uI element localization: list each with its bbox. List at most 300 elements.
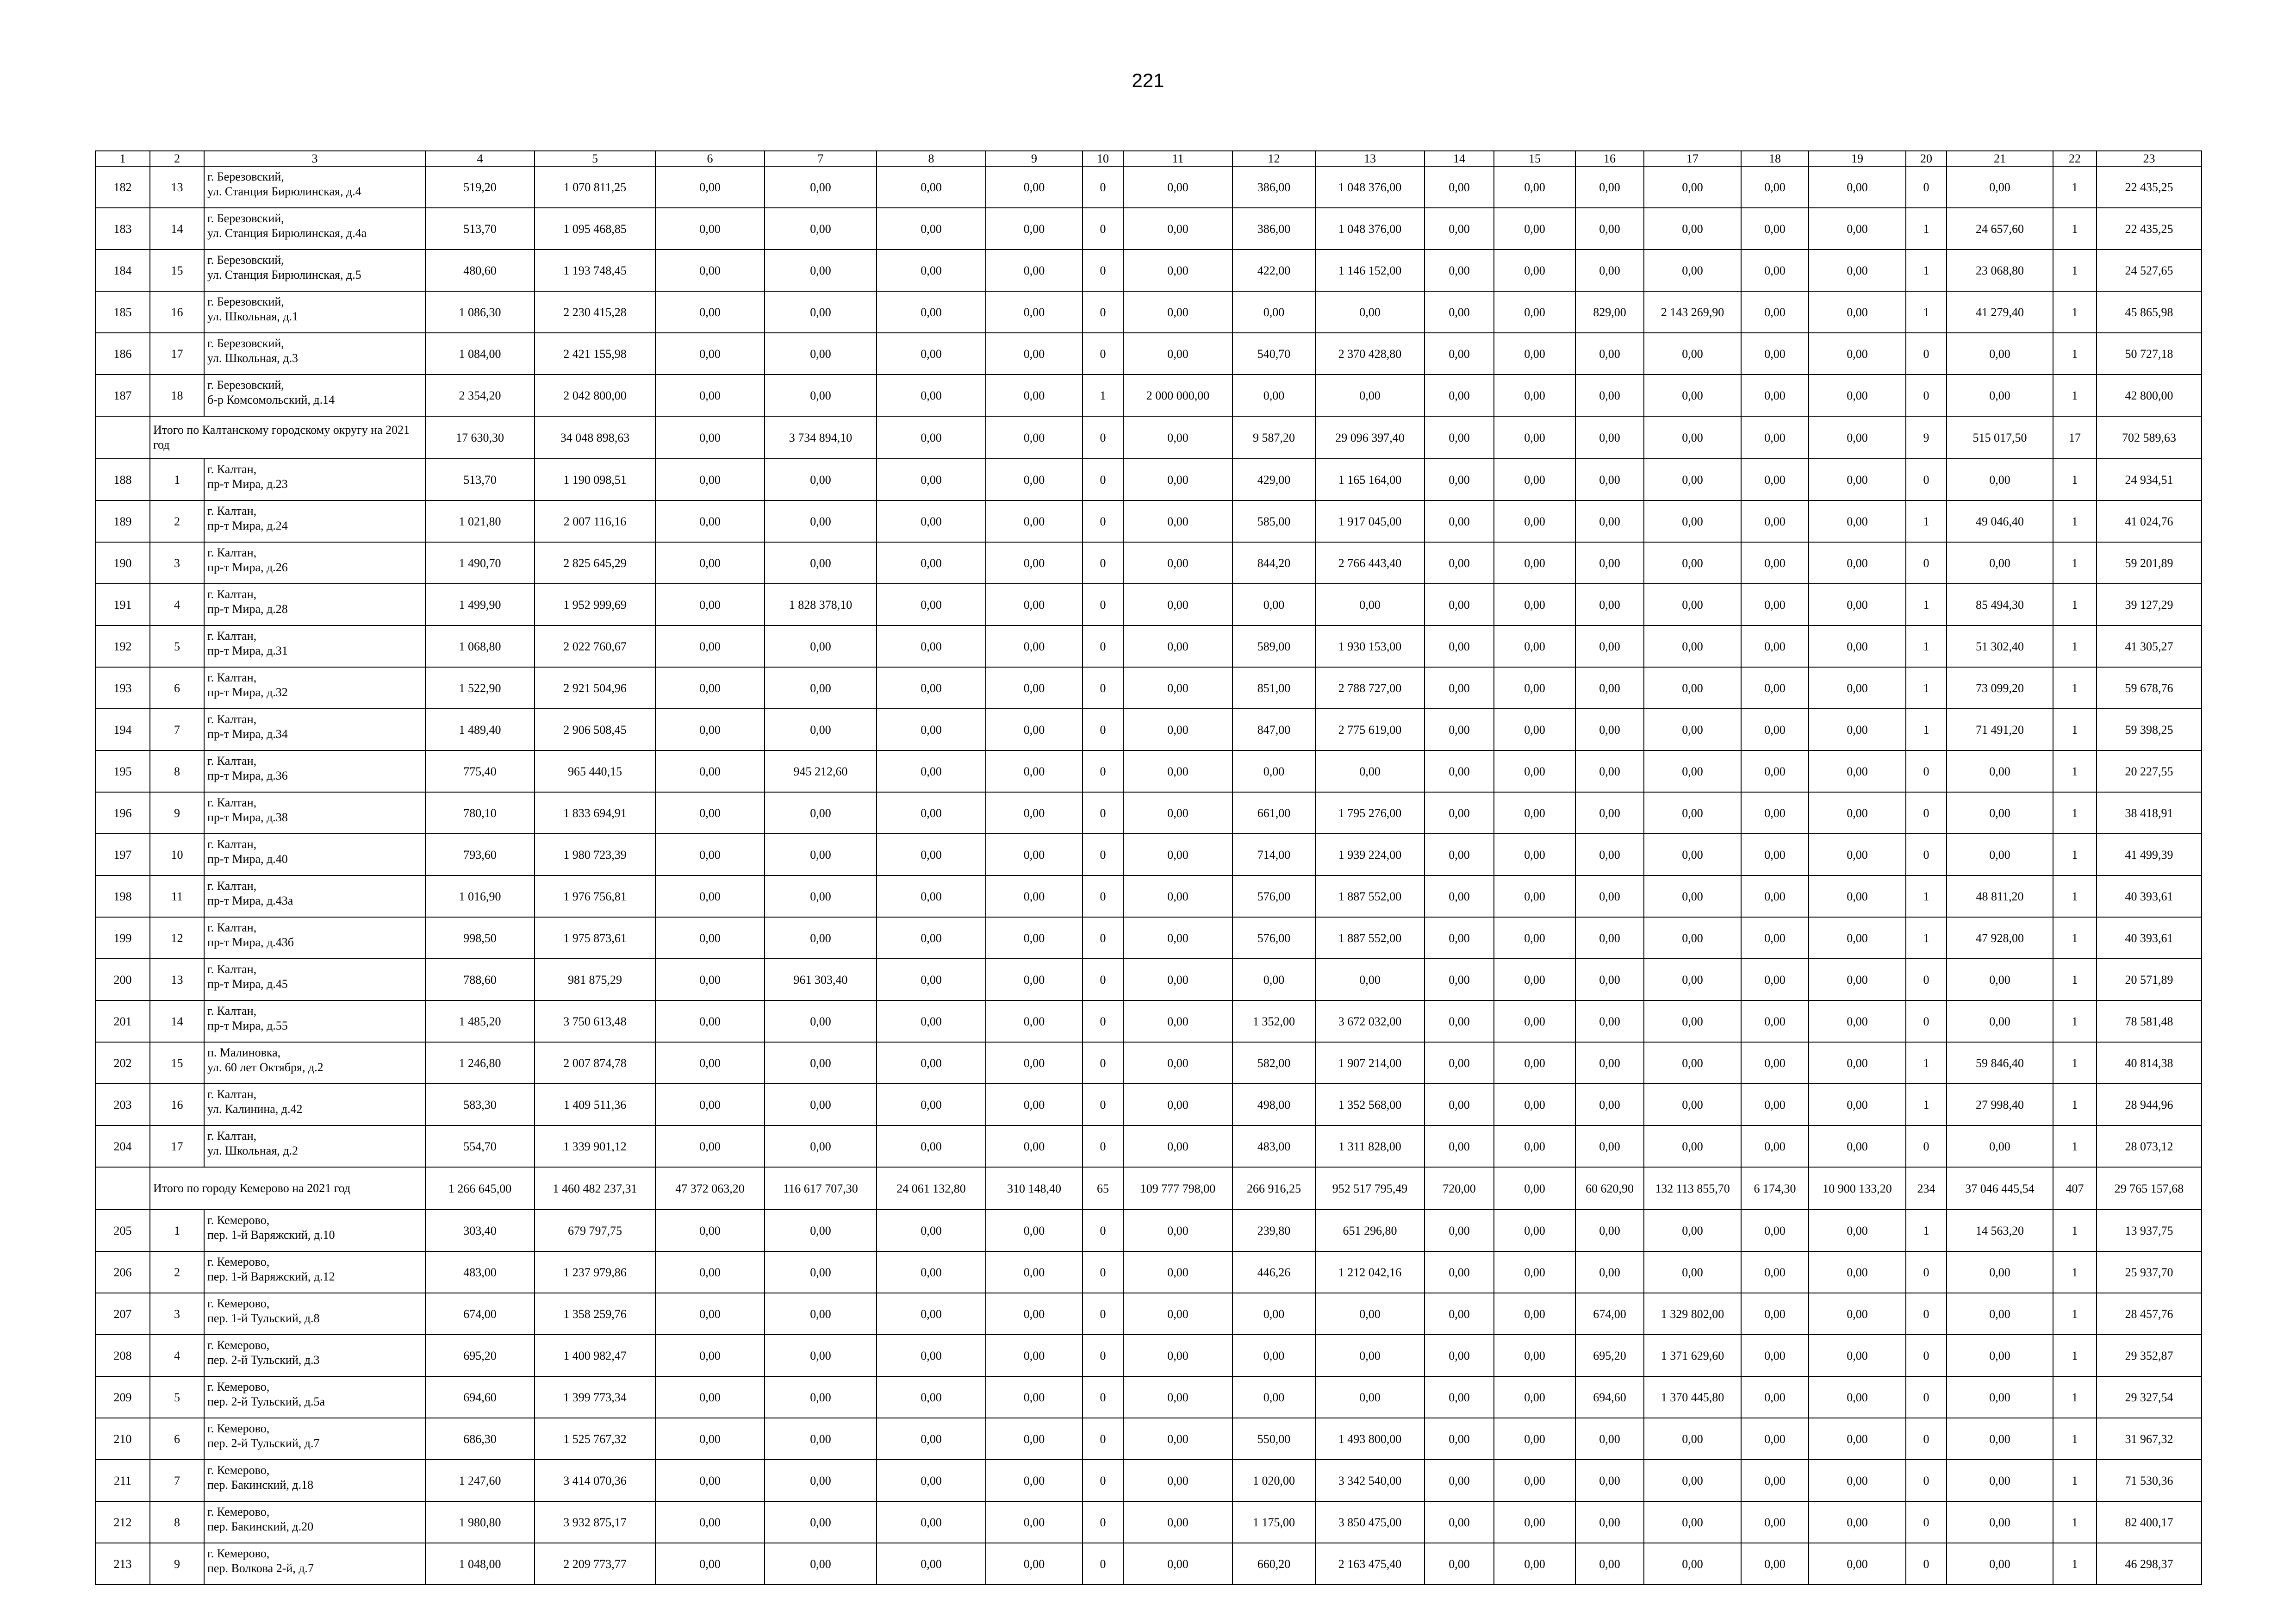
address-cell	[204, 1335, 425, 1376]
value-cell: 73 099,20	[1947, 667, 2053, 709]
row-subnumber: 2	[150, 500, 204, 542]
value-cell: 47 928,00	[1947, 917, 2053, 959]
value-cell: 1 048 376,00	[1315, 166, 1425, 208]
value-cell: 0	[1906, 1251, 1947, 1293]
address-line: г. Калтан,	[207, 462, 257, 476]
value-cell: 0,00	[655, 500, 765, 542]
value-cell: 0,00	[1741, 1210, 1809, 1251]
value-cell: 0,00	[986, 667, 1083, 709]
value-cell: 0,00	[1123, 542, 1232, 584]
value-cell: 446,26	[1232, 1251, 1315, 1293]
value-cell: 116 617 707,30	[765, 1167, 877, 1210]
value-cell: 0,00	[1425, 1543, 1494, 1585]
address-line: г. Калтан,	[207, 671, 257, 684]
value-cell: 0,00	[1425, 459, 1494, 500]
value-cell: 1	[2053, 1376, 2097, 1418]
value-cell: 0,00	[1741, 1501, 1809, 1543]
value-cell: 483,00	[1232, 1125, 1315, 1167]
value-cell: 0,00	[1425, 1376, 1494, 1418]
value-cell: 0,00	[1494, 1460, 1575, 1501]
value-cell: 0,00	[1575, 542, 1644, 584]
value-cell: 0,00	[1575, 1460, 1644, 1501]
value-cell: 0	[1083, 1460, 1123, 1501]
row-subnumber: 5	[150, 625, 204, 667]
value-cell: 1	[2053, 1084, 2097, 1125]
value-cell: 0,00	[1741, 1293, 1809, 1335]
value-cell: 0,00	[1494, 291, 1575, 333]
address-cell	[204, 375, 425, 416]
value-cell: 0,00	[1123, 1418, 1232, 1460]
value-cell: 0,00	[1809, 375, 1906, 416]
row-number: 205	[95, 1210, 150, 1251]
value-cell: 65	[1083, 1167, 1123, 1210]
value-cell: 0,00	[1947, 792, 2053, 834]
address-line: пр-т Мира, д.55	[207, 1019, 288, 1032]
address-line: г. Калтан,	[207, 712, 257, 726]
address-line: ул. Станция Бирюлинская, д.5	[207, 268, 361, 281]
address-line: г. Калтан,	[207, 962, 257, 976]
row-subnumber: 4	[150, 584, 204, 625]
value-cell: 0,00	[986, 542, 1083, 584]
address-cell	[204, 1418, 425, 1460]
value-cell: 0,00	[1315, 959, 1425, 1000]
value-cell: 1 329 802,00	[1644, 1293, 1741, 1335]
value-cell: 0	[1083, 1418, 1123, 1460]
value-cell: 686,30	[425, 1418, 535, 1460]
value-cell: 71 491,20	[1947, 709, 2053, 750]
value-cell: 0,00	[1123, 500, 1232, 542]
value-cell: 0,00	[1425, 1210, 1494, 1251]
value-cell: 0,00	[1947, 1125, 2053, 1167]
address-cell	[204, 500, 425, 542]
table-row	[95, 625, 2202, 667]
value-cell: 0,00	[655, 792, 765, 834]
value-cell: 0,00	[1425, 1460, 1494, 1501]
value-cell: 0,00	[1947, 834, 2053, 875]
table-row	[95, 1335, 2202, 1376]
value-cell: 0,00	[1809, 166, 1906, 208]
address-cell	[204, 166, 425, 208]
address-cell	[204, 333, 425, 375]
value-cell: 0,00	[1494, 1167, 1575, 1210]
value-cell: 0	[1906, 1418, 1947, 1460]
value-cell: 0,00	[877, 1210, 986, 1251]
value-cell: 0,00	[1123, 1293, 1232, 1335]
value-cell: 0,00	[1232, 375, 1315, 416]
value-cell: 41 024,76	[2097, 500, 2202, 542]
value-cell: 0,00	[1947, 750, 2053, 792]
row-subnumber: 9	[150, 792, 204, 834]
value-cell: 59 678,76	[2097, 667, 2202, 709]
row-number: 195	[95, 750, 150, 792]
value-cell: 0,00	[655, 875, 765, 917]
value-cell: 0	[1083, 750, 1123, 792]
address-line: г. Калтан,	[207, 1129, 257, 1143]
value-cell: 3 750 613,48	[535, 1000, 655, 1042]
value-cell: 0,00	[655, 917, 765, 959]
value-cell: 310 148,40	[986, 1167, 1083, 1210]
value-cell: 0,00	[1232, 1376, 1315, 1418]
value-cell: 0,00	[1741, 459, 1809, 500]
value-cell: 0,00	[1425, 792, 1494, 834]
value-cell: 0,00	[1575, 166, 1644, 208]
value-cell: 0,00	[1644, 959, 1741, 1000]
value-cell: 0,00	[1425, 416, 1494, 459]
value-cell: 0	[1083, 1000, 1123, 1042]
value-cell: 0,00	[986, 625, 1083, 667]
value-cell: 0,00	[1809, 1418, 1906, 1460]
row-number: 210	[95, 1418, 150, 1460]
address-line: ул. 60 лет Октября, д.2	[207, 1061, 324, 1074]
value-cell: 1	[2053, 792, 2097, 834]
value-cell: 0	[1083, 709, 1123, 750]
value-cell: 1	[1906, 250, 1947, 291]
value-cell: 386,00	[1232, 166, 1315, 208]
value-cell: 714,00	[1232, 834, 1315, 875]
address-line: п. Малиновка,	[207, 1046, 281, 1059]
value-cell: 1 489,40	[425, 709, 535, 750]
value-cell: 1 352 568,00	[1315, 1084, 1425, 1125]
value-cell: 29 765 157,68	[2097, 1167, 2202, 1210]
value-cell: 0,00	[1644, 1042, 1741, 1084]
value-cell: 0,00	[986, 1418, 1083, 1460]
value-cell: 0,00	[877, 1042, 986, 1084]
row-subnumber: 14	[150, 208, 204, 250]
value-cell: 1	[2053, 834, 2097, 875]
row-number: 211	[95, 1460, 150, 1501]
total-label: Итого по городу Кемерово на 2021 год	[150, 1167, 425, 1210]
address-line: г. Кемерово,	[207, 1505, 270, 1518]
address-line: пер. 2-й Тульский, д.7	[207, 1437, 320, 1450]
value-cell: 1	[2053, 1335, 2097, 1376]
address-line: пр-т Мира, д.28	[207, 602, 288, 616]
value-cell: 0,00	[765, 1125, 877, 1167]
address-cell	[204, 291, 425, 333]
address-line: пр-т Мира, д.40	[207, 852, 288, 866]
address-line: г. Кемерово,	[207, 1213, 270, 1227]
row-subnumber: 15	[150, 1042, 204, 1084]
column-number: 15	[1494, 151, 1575, 166]
value-cell: 1 930 153,00	[1315, 625, 1425, 667]
row-subnumber: 2	[150, 1251, 204, 1293]
value-cell: 583,30	[425, 1084, 535, 1125]
table-row	[95, 500, 2202, 542]
address-line: пер. Волкова 2-й, д.7	[207, 1562, 314, 1575]
value-cell: 0,00	[1494, 208, 1575, 250]
value-cell: 2 354,20	[425, 375, 535, 416]
value-cell: 1	[2053, 1501, 2097, 1543]
value-cell: 10 900 133,20	[1809, 1167, 1906, 1210]
value-cell: 234	[1906, 1167, 1947, 1210]
address-line: г. Калтан,	[207, 796, 257, 809]
value-cell: 0,00	[1123, 333, 1232, 375]
value-cell: 0,00	[1575, 1501, 1644, 1543]
value-cell: 0,00	[986, 1376, 1083, 1418]
row-subnumber: 11	[150, 875, 204, 917]
row-number: 184	[95, 250, 150, 291]
value-cell: 0,00	[1315, 584, 1425, 625]
value-cell: 0,00	[655, 1460, 765, 1501]
value-cell: 0,00	[877, 875, 986, 917]
value-cell: 0,00	[655, 584, 765, 625]
value-cell: 1 193 748,45	[535, 250, 655, 291]
value-cell: 0,00	[765, 1210, 877, 1251]
value-cell: 0,00	[1123, 1460, 1232, 1501]
value-cell: 0	[1083, 208, 1123, 250]
value-cell: 0,00	[1809, 1460, 1906, 1501]
table-row	[95, 959, 2202, 1000]
value-cell: 0,00	[1644, 1501, 1741, 1543]
address-line: пр-т Мира, д.23	[207, 477, 288, 491]
value-cell: 2 370 428,80	[1315, 333, 1425, 375]
value-cell: 0,00	[1741, 333, 1809, 375]
value-cell: 1	[1906, 875, 1947, 917]
value-cell: 0,00	[1809, 250, 1906, 291]
value-cell: 2 007 874,78	[535, 1042, 655, 1084]
address-cell	[204, 459, 425, 500]
value-cell: 0,00	[986, 459, 1083, 500]
value-cell: 0,00	[986, 250, 1083, 291]
value-cell: 0	[1083, 416, 1123, 459]
value-cell: 1	[2053, 1543, 2097, 1585]
value-cell: 576,00	[1232, 917, 1315, 959]
value-cell: 24 934,51	[2097, 459, 2202, 500]
value-cell: 60 620,90	[1575, 1167, 1644, 1210]
value-cell: 0,00	[1232, 750, 1315, 792]
value-cell: 0,00	[1425, 875, 1494, 917]
value-cell: 0	[1083, 1251, 1123, 1293]
value-cell: 0,00	[986, 416, 1083, 459]
row-number: 198	[95, 875, 150, 917]
value-cell: 1 887 552,00	[1315, 917, 1425, 959]
value-cell: 0,00	[877, 1293, 986, 1335]
value-cell: 45 865,98	[2097, 291, 2202, 333]
value-cell: 1	[2053, 250, 2097, 291]
value-cell: 0,00	[765, 792, 877, 834]
address-line: г. Калтан,	[207, 879, 257, 893]
value-cell: 40 393,61	[2097, 875, 2202, 917]
value-cell: 78 581,48	[2097, 1000, 2202, 1042]
value-cell: 0,00	[1123, 1335, 1232, 1376]
value-cell: 0,00	[1809, 584, 1906, 625]
value-cell: 2 788 727,00	[1315, 667, 1425, 709]
value-cell: 513,70	[425, 208, 535, 250]
value-cell: 2 906 508,45	[535, 709, 655, 750]
value-cell: 0	[1083, 917, 1123, 959]
value-cell: 0,00	[1123, 1251, 1232, 1293]
value-cell: 0	[1083, 792, 1123, 834]
value-cell: 1	[2053, 1293, 2097, 1335]
value-cell: 550,00	[1232, 1418, 1315, 1460]
value-cell: 0,00	[1644, 208, 1741, 250]
value-cell: 0	[1906, 459, 1947, 500]
row-number: 189	[95, 500, 150, 542]
value-cell: 0,00	[1494, 250, 1575, 291]
column-number: 4	[425, 151, 535, 166]
value-cell: 39 127,29	[2097, 584, 2202, 625]
value-cell: 0,00	[1425, 1084, 1494, 1125]
row-subnumber: 1	[150, 459, 204, 500]
value-cell: 0,00	[1425, 625, 1494, 667]
value-cell: 0	[1906, 1460, 1947, 1501]
value-cell: 0,00	[1425, 1000, 1494, 1042]
value-cell: 0	[1083, 542, 1123, 584]
value-cell: 0,00	[1425, 500, 1494, 542]
value-cell: 0,00	[1123, 1125, 1232, 1167]
value-cell: 2 042 800,00	[535, 375, 655, 416]
value-cell: 0,00	[1644, 1543, 1741, 1585]
value-cell: 1 499,90	[425, 584, 535, 625]
value-cell: 0,00	[1425, 166, 1494, 208]
value-cell: 0,00	[877, 459, 986, 500]
address-line: г. Березовский,	[207, 170, 284, 183]
value-cell: 0,00	[1494, 625, 1575, 667]
value-cell: 0,00	[1809, 917, 1906, 959]
value-cell: 1	[2053, 1210, 2097, 1251]
column-number: 20	[1906, 151, 1947, 166]
value-cell: 0,00	[1494, 667, 1575, 709]
row-subnumber: 13	[150, 959, 204, 1000]
value-cell: 17	[2053, 416, 2097, 459]
value-cell: 0,00	[1425, 750, 1494, 792]
address-line: пер. Бакинский, д.20	[207, 1520, 314, 1533]
value-cell: 0,00	[1809, 1335, 1906, 1376]
value-cell: 0,00	[1741, 375, 1809, 416]
table-row	[95, 1000, 2202, 1042]
value-cell: 0,00	[765, 1084, 877, 1125]
value-cell: 0,00	[1494, 1543, 1575, 1585]
value-cell: 0,00	[1575, 667, 1644, 709]
value-cell: 1 247,60	[425, 1460, 535, 1501]
value-cell: 0,00	[765, 166, 877, 208]
value-cell: 0,00	[765, 667, 877, 709]
value-cell: 0,00	[1494, 333, 1575, 375]
value-cell: 0,00	[1494, 1335, 1575, 1376]
value-cell: 0,00	[1123, 1042, 1232, 1084]
value-cell: 386,00	[1232, 208, 1315, 250]
table-row	[95, 1543, 2202, 1585]
value-cell: 0,00	[1494, 500, 1575, 542]
value-cell: 0,00	[1425, 1042, 1494, 1084]
table-row	[95, 1460, 2202, 1501]
value-cell: 0	[1083, 584, 1123, 625]
value-cell: 3 734 894,10	[765, 416, 877, 459]
column-number: 2	[150, 151, 204, 166]
value-cell: 1	[2053, 1125, 2097, 1167]
address-cell	[204, 1543, 425, 1585]
table-row	[95, 1293, 2202, 1335]
value-cell: 0	[1906, 834, 1947, 875]
address-line: пр-т Мира, д.43б	[207, 936, 294, 949]
row-number: 212	[95, 1501, 150, 1543]
value-cell: 1 400 982,47	[535, 1335, 655, 1376]
value-cell: 0,00	[1123, 959, 1232, 1000]
value-cell: 0	[1906, 166, 1947, 208]
value-cell: 1	[2053, 959, 2097, 1000]
value-cell: 0,00	[1494, 1210, 1575, 1251]
column-number: 10	[1083, 151, 1123, 166]
address-line: г. Калтан,	[207, 546, 257, 559]
address-line: г. Калтан,	[207, 504, 257, 518]
value-cell: 847,00	[1232, 709, 1315, 750]
value-cell: 0,00	[1575, 1042, 1644, 1084]
value-cell: 519,20	[425, 166, 535, 208]
value-cell: 22 435,25	[2097, 166, 2202, 208]
value-cell: 0,00	[1575, 709, 1644, 750]
table-row	[95, 459, 2202, 500]
value-cell: 0,00	[1741, 917, 1809, 959]
value-cell: 0,00	[1644, 375, 1741, 416]
value-cell: 780,10	[425, 792, 535, 834]
value-cell: 0,00	[765, 291, 877, 333]
data-table	[95, 150, 2202, 1585]
value-cell: 0,00	[877, 834, 986, 875]
value-cell: 0,00	[986, 917, 1083, 959]
value-cell: 0,00	[1809, 625, 1906, 667]
value-cell: 41 499,39	[2097, 834, 2202, 875]
address-line: пер. 2-й Тульский, д.3	[207, 1353, 320, 1367]
value-cell: 0,00	[1741, 1251, 1809, 1293]
table-row	[95, 1210, 2202, 1251]
value-cell: 0,00	[986, 750, 1083, 792]
value-cell: 0,00	[1947, 1376, 2053, 1418]
value-cell: 952 517 795,49	[1315, 1167, 1425, 1210]
value-cell: 41 305,27	[2097, 625, 2202, 667]
value-cell: 1	[2053, 917, 2097, 959]
value-cell: 0	[1906, 750, 1947, 792]
column-number: 17	[1644, 151, 1741, 166]
table-row	[95, 1501, 2202, 1543]
row-subnumber: 6	[150, 1418, 204, 1460]
address-line: г. Кемерово,	[207, 1297, 270, 1310]
value-cell: 0,00	[655, 291, 765, 333]
value-cell: 41 279,40	[1947, 291, 2053, 333]
value-cell: 0,00	[1232, 1293, 1315, 1335]
value-cell: 0,00	[655, 1376, 765, 1418]
row-number: 183	[95, 208, 150, 250]
row-subnumber: 8	[150, 1501, 204, 1543]
value-cell: 0,00	[1494, 917, 1575, 959]
value-cell: 0,00	[1575, 875, 1644, 917]
value-cell: 25 937,70	[2097, 1251, 2202, 1293]
value-cell: 1 190 098,51	[535, 459, 655, 500]
value-cell: 0,00	[986, 1000, 1083, 1042]
value-cell: 0,00	[1947, 1418, 2053, 1460]
value-cell: 0,00	[986, 1293, 1083, 1335]
value-cell: 0,00	[1947, 333, 2053, 375]
value-cell: 1 070 811,25	[535, 166, 655, 208]
value-cell: 0,00	[1575, 1418, 1644, 1460]
row-subnumber: 6	[150, 667, 204, 709]
value-cell: 0,00	[877, 1501, 986, 1543]
address-line: пер. 1-й Тульский, д.8	[207, 1312, 320, 1325]
value-cell: 679 797,75	[535, 1210, 655, 1251]
row-subnumber: 18	[150, 375, 204, 416]
value-cell: 1	[1906, 584, 1947, 625]
value-cell: 1 246,80	[425, 1042, 535, 1084]
value-cell: 0,00	[1741, 625, 1809, 667]
value-cell: 0,00	[1644, 584, 1741, 625]
value-cell: 0,00	[1809, 1543, 1906, 1585]
column-number: 11	[1123, 151, 1232, 166]
value-cell: 0,00	[765, 1543, 877, 1585]
empty-cell	[95, 416, 150, 459]
value-cell: 0,00	[1741, 667, 1809, 709]
value-cell: 0,00	[1123, 1084, 1232, 1125]
value-cell: 0	[1083, 834, 1123, 875]
value-cell: 28 944,96	[2097, 1084, 2202, 1125]
value-cell: 945 212,60	[765, 750, 877, 792]
